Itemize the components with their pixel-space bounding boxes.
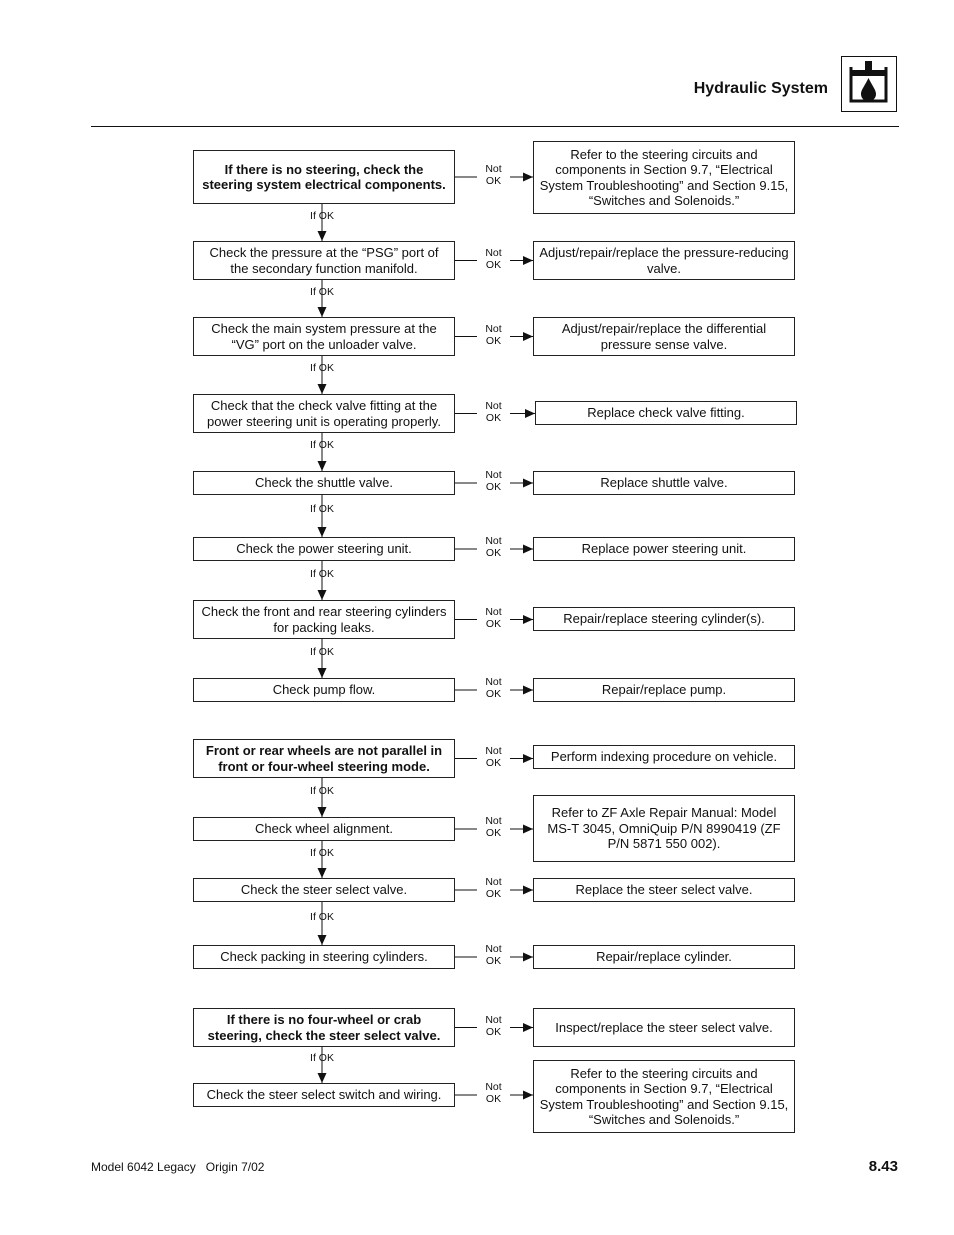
not-ok-arrowhead bbox=[523, 1091, 533, 1100]
action-box: Replace check valve fitting. bbox=[535, 401, 797, 425]
footer-model-origin: Model 6042 Legacy Origin 7/02 bbox=[91, 1160, 265, 1174]
action-box: Refer to the steering circuits and components in Section 9.7, “Electrical System Troubleshooting” and Section 9.15, “Switches and Solenoids.” bbox=[533, 1060, 795, 1133]
not-ok-label bbox=[477, 1014, 510, 1038]
not-ok-label bbox=[477, 606, 510, 630]
not-ok-label-line: OK bbox=[485, 888, 502, 900]
check-box: Check that the check valve fitting at the power steering unit is operating properly. bbox=[193, 394, 455, 433]
not-ok-arrowhead bbox=[523, 615, 533, 624]
if-ok-label: If OK bbox=[310, 645, 334, 658]
not-ok-label bbox=[477, 745, 510, 769]
not-ok-label-line: Not bbox=[485, 815, 502, 827]
page-number: 8.43 bbox=[868, 1158, 898, 1175]
if-ok-label: If OK bbox=[310, 209, 334, 222]
if-ok-arrowhead bbox=[318, 1073, 327, 1083]
not-ok-label-line: Not bbox=[485, 744, 502, 757]
not-ok-label bbox=[477, 676, 510, 700]
not-ok-label-line: OK bbox=[485, 175, 502, 187]
not-ok-arrowhead bbox=[523, 256, 533, 265]
check-box: Check the shuttle valve. bbox=[193, 471, 455, 495]
if-ok-arrowhead bbox=[318, 807, 327, 817]
not-ok-arrowhead bbox=[523, 686, 533, 695]
not-ok-label-line: OK bbox=[485, 1025, 502, 1038]
not-ok-label-line: OK bbox=[485, 481, 502, 493]
not-ok-label-line: Not bbox=[485, 246, 502, 259]
not-ok-label-line: OK bbox=[485, 411, 502, 424]
not-ok-label bbox=[477, 469, 510, 493]
not-ok-label-line: Not bbox=[485, 322, 502, 335]
if-ok-arrowhead bbox=[318, 231, 327, 241]
action-box: Perform indexing procedure on vehicle. bbox=[533, 745, 795, 769]
if-ok-arrowhead bbox=[318, 527, 327, 537]
check-box: If there is no steering, check the steering system electrical components. bbox=[193, 150, 455, 204]
if-ok-label: If OK bbox=[310, 503, 334, 515]
if-ok-arrowhead bbox=[318, 590, 327, 600]
not-ok-label bbox=[477, 163, 510, 187]
not-ok-arrowhead bbox=[523, 545, 533, 554]
check-box: Check the front and rear steering cylinders for packing leaks. bbox=[193, 600, 455, 639]
not-ok-arrowhead bbox=[523, 173, 533, 182]
action-box: Replace the steer select valve. bbox=[533, 878, 795, 902]
if-ok-label: If OK bbox=[310, 784, 334, 797]
action-box: Repair/replace cylinder. bbox=[533, 945, 795, 969]
not-ok-label bbox=[477, 815, 510, 839]
not-ok-label-line: Not bbox=[485, 1081, 502, 1093]
not-ok-label-line: OK bbox=[485, 1093, 502, 1105]
not-ok-label bbox=[477, 876, 510, 900]
not-ok-label-line: Not bbox=[485, 943, 502, 955]
action-box: Adjust/repair/replace the differential pressure sense valve. bbox=[533, 317, 795, 356]
not-ok-arrowhead bbox=[523, 332, 533, 341]
check-box: Check the power steering unit. bbox=[193, 537, 455, 561]
if-ok-arrowhead bbox=[318, 307, 327, 317]
check-box: Check the pressure at the “PSG” port of the secondary function manifold. bbox=[193, 241, 455, 280]
action-box: Repair/replace pump. bbox=[533, 678, 795, 702]
if-ok-arrowhead bbox=[318, 935, 327, 945]
check-box: Check packing in steering cylinders. bbox=[193, 945, 455, 969]
if-ok-arrowhead bbox=[318, 668, 327, 678]
if-ok-arrowhead bbox=[318, 461, 327, 471]
if-ok-label: If OK bbox=[310, 439, 334, 451]
not-ok-label bbox=[477, 943, 510, 967]
not-ok-label-line: Not bbox=[485, 876, 502, 888]
if-ok-arrowhead bbox=[318, 868, 327, 878]
not-ok-label bbox=[477, 323, 510, 347]
if-ok-label: If OK bbox=[310, 910, 334, 923]
not-ok-label-line: Not bbox=[485, 535, 502, 547]
not-ok-label-line: OK bbox=[485, 688, 502, 700]
not-ok-label bbox=[477, 247, 510, 271]
not-ok-arrowhead bbox=[525, 409, 535, 418]
page-section-title: Hydraulic System bbox=[693, 80, 828, 97]
not-ok-arrowhead bbox=[523, 825, 533, 834]
not-ok-label-line: Not bbox=[485, 1013, 502, 1026]
check-box: Check the main system pressure at the “VG” port on the unloader valve. bbox=[193, 317, 455, 356]
check-box: Check the steer select valve. bbox=[193, 878, 455, 902]
not-ok-arrowhead bbox=[523, 886, 533, 895]
not-ok-label bbox=[477, 535, 510, 559]
not-ok-label bbox=[477, 1081, 510, 1105]
not-ok-label-line: Not bbox=[485, 469, 502, 481]
not-ok-label-line: OK bbox=[485, 258, 502, 271]
not-ok-label-line: OK bbox=[485, 955, 502, 967]
action-box: Replace power steering unit. bbox=[533, 537, 795, 561]
not-ok-label-line: OK bbox=[485, 334, 502, 347]
if-ok-label: If OK bbox=[310, 846, 334, 859]
not-ok-arrowhead bbox=[523, 953, 533, 962]
not-ok-label-line: Not bbox=[485, 399, 502, 412]
action-box: Adjust/repair/replace the pressure-reducing valve. bbox=[533, 241, 795, 280]
action-box: Inspect/replace the steer select valve. bbox=[533, 1008, 795, 1047]
check-box: Check pump flow. bbox=[193, 678, 455, 702]
action-box: Refer to the steering circuits and components in Section 9.7, “Electrical System Troubleshooting” and Section 9.15, “Switches and Solenoids.” bbox=[533, 141, 795, 214]
not-ok-arrowhead bbox=[523, 1023, 533, 1032]
not-ok-label-line: OK bbox=[485, 617, 502, 630]
action-box: Replace shuttle valve. bbox=[533, 471, 795, 495]
not-ok-label-line: Not bbox=[485, 163, 502, 175]
action-box: Repair/replace steering cylinder(s). bbox=[533, 607, 795, 631]
check-box: Front or rear wheels are not parallel in front or four-wheel steering mode. bbox=[193, 739, 455, 778]
not-ok-label bbox=[477, 400, 510, 424]
not-ok-label-line: OK bbox=[485, 756, 502, 769]
not-ok-arrowhead bbox=[523, 754, 533, 763]
if-ok-label: If OK bbox=[310, 567, 334, 580]
not-ok-label-line: Not bbox=[485, 605, 502, 618]
not-ok-label-line: OK bbox=[485, 547, 502, 559]
check-box: Check the steer select switch and wiring. bbox=[193, 1083, 455, 1107]
not-ok-arrowhead bbox=[523, 479, 533, 488]
check-box: Check wheel alignment. bbox=[193, 817, 455, 841]
if-ok-label: If OK bbox=[310, 1052, 334, 1064]
check-box: If there is no four-wheel or crab steering, check the steer select valve. bbox=[193, 1008, 455, 1047]
if-ok-label: If OK bbox=[310, 285, 334, 298]
if-ok-arrowhead bbox=[318, 384, 327, 394]
not-ok-label-line: Not bbox=[485, 676, 502, 688]
if-ok-label: If OK bbox=[310, 362, 334, 374]
action-box: Refer to ZF Axle Repair Manual: Model MS-T 3045, OmniQuip P/N 8990419 (ZF P/N 5871 550 002). bbox=[533, 795, 795, 862]
not-ok-label-line: OK bbox=[485, 827, 502, 839]
